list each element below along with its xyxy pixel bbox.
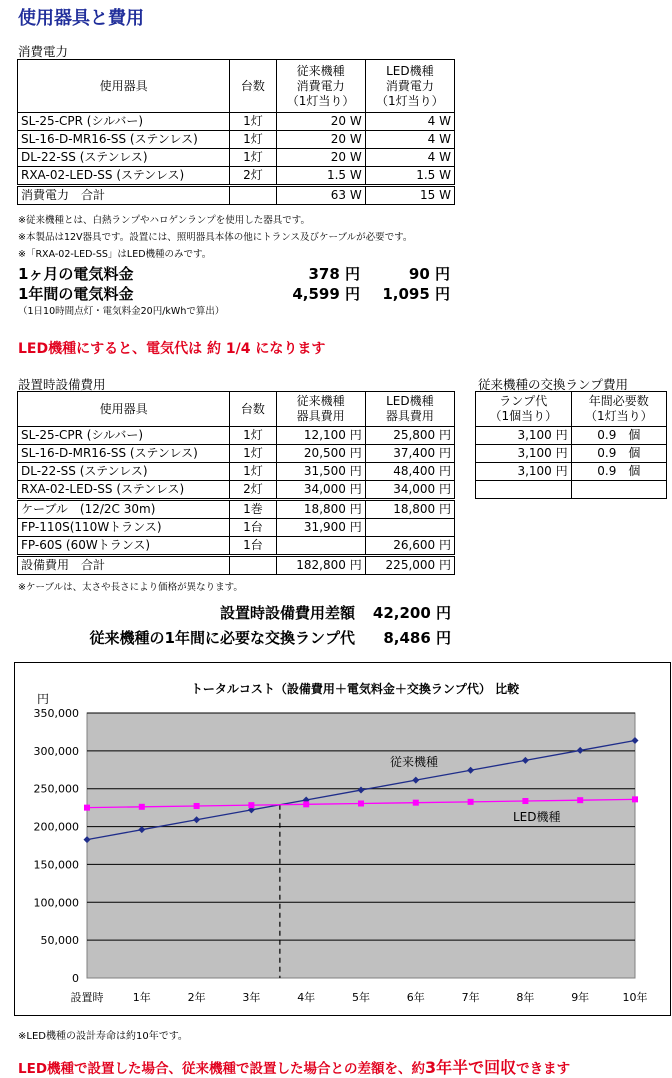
headline-payback-big: 3年半で回収: [425, 1058, 517, 1077]
table-cell: 1.5 W: [365, 167, 454, 186]
y-tick-label: 250,000: [33, 782, 79, 796]
table-cell: 設備費用 合計: [18, 556, 230, 575]
total-cost-chart: [14, 662, 671, 1016]
chart-svg: [15, 663, 670, 1015]
y-tick-label: 150,000: [33, 858, 79, 872]
table-cell: 31,900 円: [276, 519, 365, 537]
summary-label: 従来機種の1年間に必要な交換ランプ代: [89, 629, 355, 647]
x-tick-label: 4年: [297, 991, 316, 1004]
table-cell: 182,800 円: [276, 556, 365, 575]
electric-conv-value: 4,599 円: [292, 285, 360, 303]
x-tick-label: 2年: [187, 991, 206, 1004]
table-row: [18, 445, 455, 463]
data-point-led: [248, 802, 254, 808]
x-tick-label: 7年: [461, 991, 480, 1004]
table-cell: 18,800 円: [276, 500, 365, 519]
table-cell: 3,100 円: [476, 445, 572, 463]
table-row: [18, 427, 455, 445]
table-cell: DL-22-SS (ステンレス): [18, 463, 230, 481]
table-cell: SL-16-D-MR16-SS (ステンレス): [18, 131, 230, 149]
x-tick-label: 8年: [516, 991, 535, 1004]
summary-value: 8,486 円: [383, 629, 451, 647]
install-note: ※ケーブルは、太さや長さにより価格が異なります。: [18, 582, 243, 593]
table-cell: 20 W: [276, 149, 365, 167]
table-cell: FP-110S(110Wトランス): [18, 519, 230, 537]
table-header-row: [18, 392, 455, 427]
table-header-cell: 使用器具: [18, 392, 230, 427]
table-cell: FP-60S (60Wトランス): [18, 537, 230, 556]
table-cell: [276, 537, 365, 556]
data-point-led: [84, 805, 90, 811]
electric-row-year: [18, 283, 458, 303]
y-tick-label: 50,000: [40, 934, 79, 948]
table-row: [18, 131, 455, 149]
table-header-row: [18, 60, 455, 113]
table-cell: SL-25-CPR (シルバー): [18, 427, 230, 445]
table-cell: 34,000 円: [276, 481, 365, 500]
table-cell: 1巻: [230, 500, 276, 519]
table-cell: 26,600 円: [365, 537, 454, 556]
summary-value: 42,200 円: [372, 604, 451, 622]
table-cell: 1灯: [230, 149, 276, 167]
table-cell: [230, 556, 276, 575]
table-header-cell: ランプ代 （1個当り）: [476, 392, 572, 427]
table-header-cell: 従来機種 器具費用: [276, 392, 365, 427]
page-title: 使用器具と費用: [18, 8, 144, 29]
table-cell: 12,100 円: [276, 427, 365, 445]
note-line: ※従来機種とは、白熱ランプやハロゲンランプを使用した器具です。: [18, 215, 311, 226]
electric-cost-block: [18, 263, 458, 317]
summary-row-diff: [60, 602, 455, 627]
table-cell: SL-16-D-MR16-SS (ステンレス): [18, 445, 230, 463]
install-section-label: 設置時設備費用: [18, 377, 106, 392]
table-cell: 2灯: [230, 167, 276, 186]
table-cell: 4 W: [365, 149, 454, 167]
table-cell: 18,800 円: [365, 500, 454, 519]
x-tick-label: 9年: [571, 991, 590, 1004]
table-cell: 63 W: [276, 186, 365, 205]
chart-title: トータルコスト（設備費用＋電気料金＋交換ランプ代） 比較: [190, 682, 520, 696]
table-header-cell: 使用器具: [18, 60, 230, 113]
x-tick-label: 1年: [132, 991, 151, 1004]
table-total-row: [18, 556, 455, 575]
table-cell: 225,000 円: [365, 556, 454, 575]
electric-conv-value: 378 円: [308, 265, 360, 283]
table-row: [476, 445, 667, 463]
data-point-led: [358, 800, 364, 806]
y-tick-label: 200,000: [33, 820, 79, 834]
note-line: ※「RXA-02-LED-SS」はLED機種のみです。: [18, 249, 212, 260]
install-table: [17, 391, 455, 575]
table-row: [476, 427, 667, 445]
summary-label: 設置時設備費用差額: [219, 604, 355, 622]
table-cell: 48,400 円: [365, 463, 454, 481]
table-cell: 3,100 円: [476, 463, 572, 481]
table-row: [18, 113, 455, 131]
electric-row-month: [18, 263, 458, 283]
table-cell: 1灯: [230, 463, 276, 481]
footnote: ※LED機種の設計寿命は約10年です。: [18, 1031, 188, 1042]
table-cell: 0.9 個: [571, 427, 666, 445]
x-tick-label: 3年: [242, 991, 261, 1004]
table-cell: RXA-02-LED-SS (ステンレス): [18, 481, 230, 500]
y-tick-label: 350,000: [33, 707, 79, 720]
table-cell: 25,800 円: [365, 427, 454, 445]
table-total-row: [18, 186, 455, 205]
table-row: [476, 463, 667, 481]
table-cell: ケーブル (12/2C 30m): [18, 500, 230, 519]
table-cell: 34,000 円: [365, 481, 454, 500]
table-cell: 31,500 円: [276, 463, 365, 481]
table-cell: 1灯: [230, 131, 276, 149]
table-row: [18, 167, 455, 186]
summary-block: [60, 602, 455, 652]
x-tick-label: 設置時: [70, 991, 104, 1004]
headline-payback-post: できます: [516, 1061, 571, 1077]
table-header-cell: 台数: [230, 392, 276, 427]
x-tick-label: 5年: [352, 991, 370, 1004]
table-row: [18, 481, 455, 500]
table-row: [18, 500, 455, 519]
table-cell: 1灯: [230, 445, 276, 463]
x-tick-label: 6年: [406, 991, 425, 1004]
table-cell: [571, 481, 666, 499]
chart-ylabel: 円: [37, 692, 50, 706]
electric-led-value: 90 円: [408, 265, 450, 283]
table-cell: 3,100 円: [476, 427, 572, 445]
lamp-table: [475, 391, 667, 499]
headline-payback-pre: LED機種で設置した場合、従来機種で設置した場合との差額を、約: [18, 1061, 426, 1077]
note-line: ※本製品は12V器具です。設置には、照明器具本体の他にトランス及びケーブルが必要です。: [18, 232, 413, 243]
table-cell: 15 W: [365, 186, 454, 205]
data-point-led: [139, 804, 145, 810]
table-cell: [230, 186, 276, 205]
table-cell: 37,400 円: [365, 445, 454, 463]
notes-block: [18, 212, 412, 263]
power-table: [17, 59, 455, 205]
table-cell: [365, 519, 454, 537]
y-tick-label: 100,000: [33, 896, 79, 910]
data-point-led: [632, 796, 638, 802]
table-cell: 1.5 W: [276, 167, 365, 186]
table-row: [18, 463, 455, 481]
table-cell: 4 W: [365, 113, 454, 131]
table-row: [18, 519, 455, 537]
data-point-led: [522, 798, 528, 804]
table-cell: SL-25-CPR (シルバー): [18, 113, 230, 131]
electric-led-value: 1,095 円: [382, 285, 450, 303]
data-point-led: [468, 799, 474, 805]
headline-payback: [18, 1055, 570, 1078]
data-point-led: [194, 803, 200, 809]
table-cell: 1灯: [230, 113, 276, 131]
electric-note: （1日10時間点灯・電気料金20円/kWhで算出）: [18, 306, 225, 317]
table-row: [18, 537, 455, 556]
table-cell: 4 W: [365, 131, 454, 149]
table-cell: 20 W: [276, 113, 365, 131]
x-tick-label: 10年: [622, 991, 648, 1004]
table-cell: 1台: [230, 537, 276, 556]
table-header-cell: 台数: [230, 60, 276, 113]
y-tick-label: 0: [72, 972, 79, 985]
series-label-conventional: 従来機種: [390, 755, 439, 769]
data-point-led: [413, 800, 419, 806]
summary-row-lamp: [60, 627, 455, 652]
electric-row-label: 1ヶ月の電気料金: [18, 265, 134, 283]
table-header-cell: 年間必要数 （1灯当り）: [571, 392, 666, 427]
headline-electric: LED機種にすると、電気代は 約 1/4 になります: [18, 341, 326, 357]
table-row: [476, 481, 667, 499]
table-header-cell: 従来機種 消費電力 （1灯当り）: [276, 60, 365, 113]
table-cell: [476, 481, 572, 499]
table-cell: 20 W: [276, 131, 365, 149]
data-point-led: [303, 801, 309, 807]
table-cell: 20,500 円: [276, 445, 365, 463]
series-label-led: LED機種: [513, 810, 561, 824]
table-header-cell: LED機種 器具費用: [365, 392, 454, 427]
plot-background: [87, 713, 635, 978]
table-header-row: [476, 392, 667, 427]
table-cell: RXA-02-LED-SS (ステンレス): [18, 167, 230, 186]
table-cell: 0.9 個: [571, 463, 666, 481]
table-cell: 1台: [230, 519, 276, 537]
table-cell: DL-22-SS (ステンレス): [18, 149, 230, 167]
data-point-led: [577, 797, 583, 803]
power-section-label: 消費電力: [18, 44, 69, 59]
lamp-section-label: 従来機種の交換ランプ費用: [478, 377, 629, 392]
y-tick-label: 300,000: [33, 744, 79, 758]
table-cell: 2灯: [230, 481, 276, 500]
table-header-cell: LED機種 消費電力 （1灯当り）: [365, 60, 454, 113]
table-row: [18, 149, 455, 167]
table-cell: 消費電力 合計: [18, 186, 230, 205]
table-cell: 0.9 個: [571, 445, 666, 463]
table-cell: 1灯: [230, 427, 276, 445]
electric-row-label: 1年間の電気料金: [18, 285, 134, 303]
